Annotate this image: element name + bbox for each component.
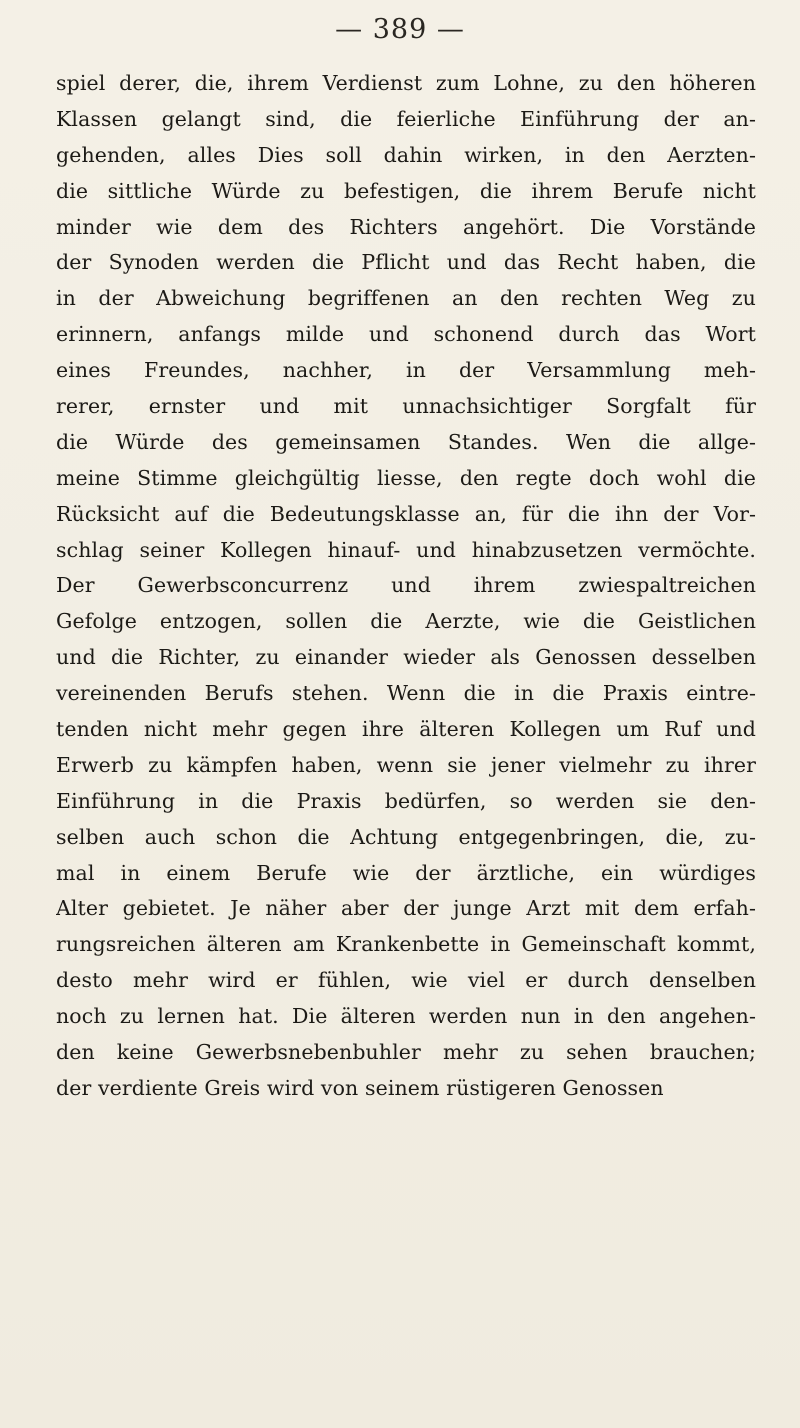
text-line: rerer, ernster und mit unnachsichtiger Sorgfalt für xyxy=(56,394,756,419)
text-line: Klassen gelangt sind, die feierliche Einführung der an- xyxy=(56,106,756,131)
text-line: und die Richter, zu einander wieder als Genossen desselben xyxy=(56,645,756,670)
text-line: rungsreichen älteren am Krankenbette in Gemeinschaft kommt, xyxy=(56,932,756,957)
text-line: noch zu lernen hat. Die älteren werden nun in den angehen- xyxy=(56,1004,756,1029)
text-line: den keine Gewerbsnebenbuhler mehr zu sehen brauchen; xyxy=(56,1040,756,1065)
page-number: — 389 — xyxy=(335,14,465,45)
text-line: Alter gebietet. Je näher aber der junge Arzt mit dem erfah- xyxy=(56,896,756,921)
text-line: die Würde des gemeinsamen Standes. Wen die allge- xyxy=(56,429,756,454)
text-line: der Synoden werden die Pflicht und das Recht haben, die xyxy=(56,250,756,275)
text-line: Gefolge entzogen, sollen die Aerzte, wie die Geistlichen xyxy=(56,609,756,634)
text-line: Rücksicht auf die Bedeutungsklasse an, für die ihn der Vor- xyxy=(56,501,756,526)
text-line: Der Gewerbsconcurrenz und ihrem zwiespaltreichen xyxy=(56,573,756,598)
text-line: erinnern, anfangs milde und schonend durch das Wort xyxy=(56,322,756,347)
text-line: die sittliche Würde zu befestigen, die ihrem Berufe nicht xyxy=(56,178,756,203)
text-line: selben auch schon die Achtung entgegenbringen, die, zu- xyxy=(56,824,756,849)
text-line: tenden nicht mehr gegen ihre älteren Kollegen um Ruf und xyxy=(56,717,756,742)
text-line: desto mehr wird er fühlen, wie viel er durch denselben xyxy=(56,968,756,993)
text-line: mal in einem Berufe wie der ärztliche, ein würdiges xyxy=(56,860,756,885)
text-line: schlag seiner Kollegen hinauf- und hinabzusetzen vermöchte. xyxy=(56,537,756,562)
text-line: meine Stimme gleichgültig liesse, den regte doch wohl die xyxy=(56,465,756,490)
body-text xyxy=(56,66,756,1107)
text-line: eines Freundes, nachher, in der Versammlung meh- xyxy=(56,358,756,383)
text-line: der verdiente Greis wird von seinem rüstigeren Genossen xyxy=(56,1075,664,1100)
text-line: Einführung in die Praxis bedürfen, so werden sie den- xyxy=(56,788,756,813)
text-line: minder wie dem des Richters angehört. Die Vorstände xyxy=(56,214,756,239)
text-line: in der Abweichung begriffenen an den rechten Weg zu xyxy=(56,286,756,311)
text-line: gehenden, alles Dies soll dahin wirken, in den Aerzten- xyxy=(56,142,756,167)
text-line: spiel derer, die, ihrem Verdienst zum Lohne, zu den höheren xyxy=(56,71,756,95)
text-line: vereinenden Berufs stehen. Wenn die in die Praxis eintre- xyxy=(56,681,756,706)
text-line: Erwerb zu kämpfen haben, wenn sie jener vielmehr zu ihrer xyxy=(56,752,756,777)
